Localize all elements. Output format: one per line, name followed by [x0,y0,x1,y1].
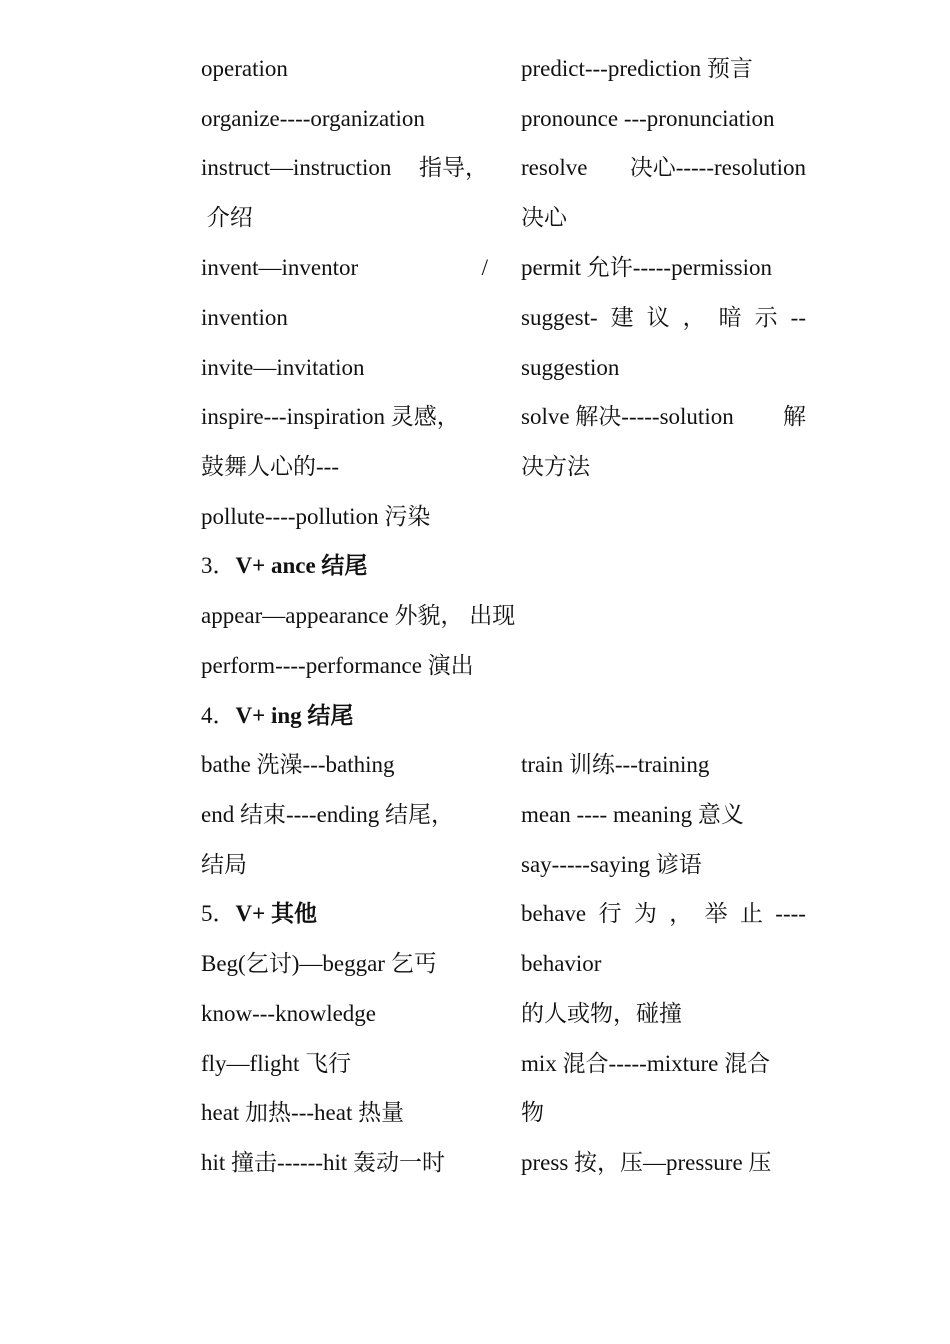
section-number: 4． [201,703,236,728]
section-title: V+ ance 结尾 [235,553,368,578]
word-meaning: 指导， [419,155,488,180]
section-heading [201,701,353,731]
word-entry [521,303,806,333]
word-part: suggest- [521,305,598,330]
word-entry: predict---prediction 预言 [521,56,753,81]
word-part: behave [521,901,587,926]
word-part: 行 [598,901,622,926]
word-entry [521,402,806,432]
word-entry: perform----performance 演出 [201,653,474,678]
word-entry: operation [201,56,288,81]
word-part: ， [682,305,706,330]
word-part: -- [790,305,806,330]
word-entry-continued: 决心 [521,205,567,230]
section-heading [201,899,317,929]
word-entry-continued: behavior [521,951,602,976]
word-entry: organize----organization [201,106,425,131]
word-entry: heat 加热---heat 热量 [201,1100,405,1125]
word-entry: mix 混合-----mixture 混合 [521,1051,771,1076]
word-part: 示 [754,305,778,330]
word-pair: instruct—instruction [201,155,392,180]
section-title: V+ ing 结尾 [235,703,354,728]
section-title: V+ 其他 [235,901,317,926]
word-entry-continued: invention [201,305,288,330]
word-entry: invite—invitation [201,355,365,380]
word-entry-continued: 结局 [201,852,247,877]
section-heading [201,551,367,581]
word-entry: press 按，压—pressure 压 [521,1150,772,1175]
word-entry: train 训练---training [521,752,710,777]
word-entry: bathe 洗澡---bathing [201,752,395,777]
word-pair: 决心-----resolution [629,155,806,180]
word-entry: permit 允许-----permission [521,255,773,280]
word-entry: pollute----pollution 污染 [201,504,431,529]
word-entry: Beg(乞讨)—beggar 乞丐 [201,951,437,976]
word-part: 举 [704,901,728,926]
word-entry-continued: suggestion [521,355,620,380]
word-entry [521,899,806,929]
word-entry: inspire---inspiration 灵感， [201,404,460,429]
word-entry: fly—flight 飞行 [201,1051,352,1076]
word-part: 止 [739,901,763,926]
word-entry: say-----saying 谚语 [521,852,702,877]
word-entry: pronounce ---pronunciation [521,106,775,131]
slash-separator: / [481,255,488,280]
word-part: 解 [783,404,806,429]
word-pair: invent—inventor [201,255,359,280]
word-entry: appear—appearance 外貌， 出现 [201,603,516,628]
word-entry: end 结束----ending 结尾， [201,802,454,827]
word-part: ， [669,901,693,926]
word-entry: know---knowledge [201,1001,377,1026]
word-pair: resolve [521,155,588,180]
word-part: 建 [610,305,634,330]
word-entry-continued: 物 [521,1100,544,1125]
word-pair: solve 解决-----solution [521,404,734,429]
word-entry-continued: 的人或物，碰撞 [521,1001,682,1026]
word-entry-continued: 鼓舞人心的--- [201,454,339,479]
word-part: 为 [633,901,657,926]
word-entry: hit 撞击------hit 轰动一时 [201,1150,446,1175]
word-entry: mean ---- meaning 意义 [521,802,744,827]
word-entry [201,253,488,283]
word-entry-continued: 决方法 [521,454,590,479]
word-part: 议 [646,305,670,330]
word-part: 暗 [718,305,742,330]
section-number: 3． [201,553,236,578]
word-entry [201,153,488,183]
section-number: 5． [201,901,236,926]
word-entry-continued: 介绍 [201,205,253,230]
word-part: ---- [775,901,806,926]
word-entry [521,153,806,183]
